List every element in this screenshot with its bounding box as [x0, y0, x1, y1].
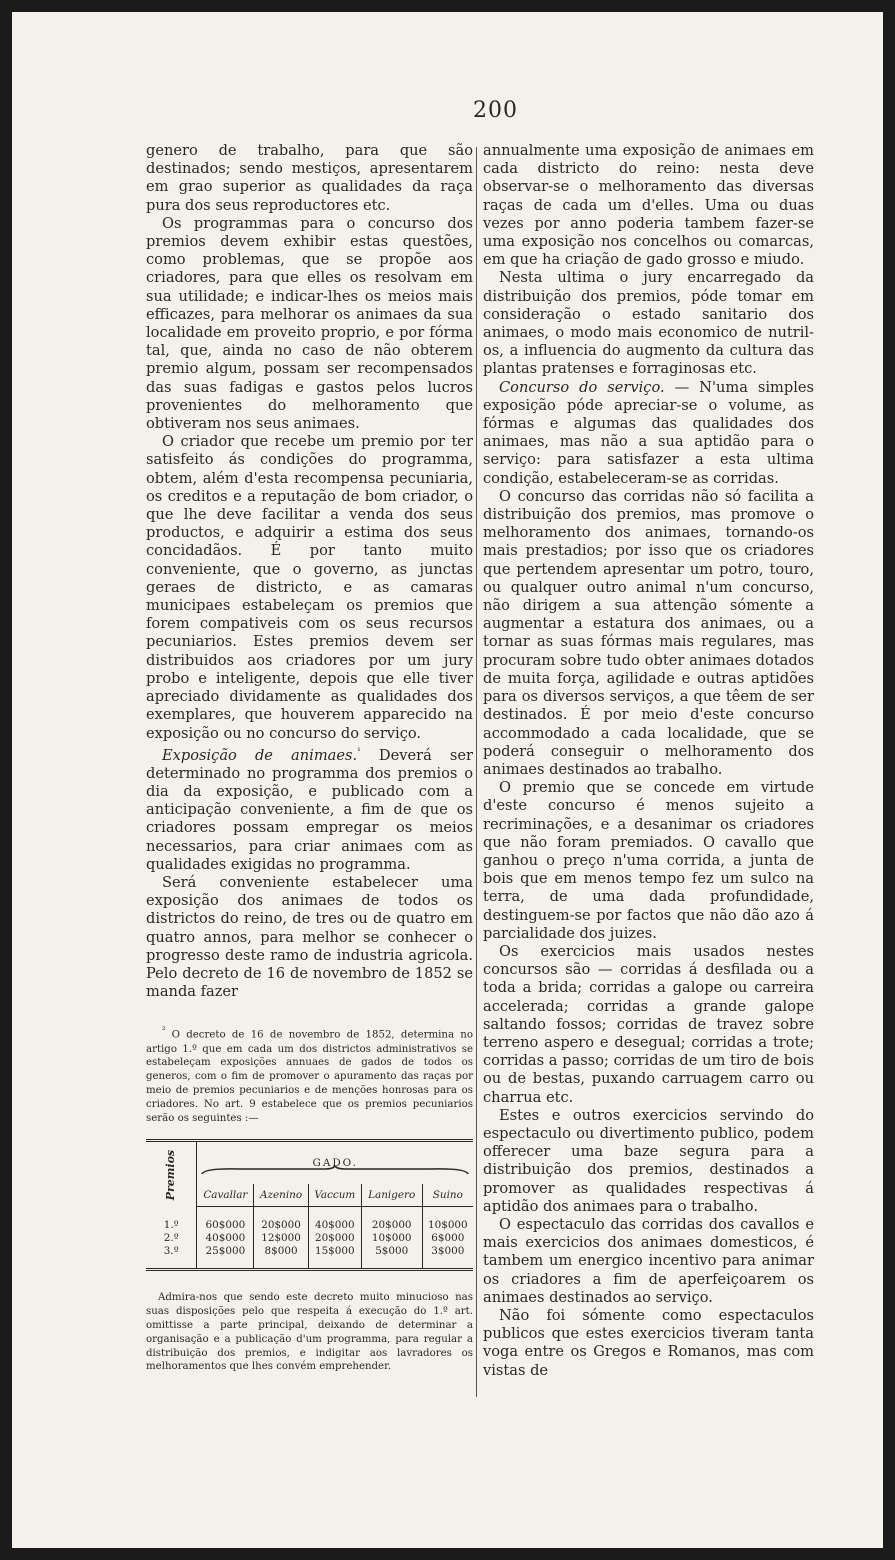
right-column: [483, 142, 814, 1380]
table-cell: 10$000: [361, 1232, 422, 1245]
table-cell: 3$000: [422, 1245, 473, 1268]
table-cell: 20$000: [361, 1207, 422, 1233]
paragraph-text: Deverá ser determinado no programma dos premios o dia da exposição, e publicado com a anticipação conveniente, a fim de que os criadores possam empregar os meios necessarios, para criar animaes com as qualidades exigidas no programma.: [146, 746, 474, 873]
section-heading-concurso: Concurso do serviço.: [499, 378, 665, 396]
column-header: Cavallar: [197, 1184, 254, 1207]
table-cell: 12$000: [254, 1232, 308, 1245]
table-cell: 20$000: [254, 1207, 308, 1233]
footnote-marker: ²: [162, 1026, 166, 1037]
table-row: [146, 1232, 473, 1245]
column-divider: [476, 147, 477, 1397]
paragraph-exposicao: [146, 743, 473, 874]
table-cell: 25$000: [197, 1245, 254, 1268]
table-cell: 10$000: [422, 1207, 473, 1233]
paragraph: Os exercicios mais usados nestes concursos são — corridas á desfilada ou a toda a brida; corridas a galope ou carreira accelerada; corridas a grande galope saltando fossos; corridas de travez sobre terreno aspero e desegual; corridas a trote; corridas a passo; corridas de um tiro de bois ou de bestas, puxando carruagem carro ou charrua etc.: [483, 942, 814, 1106]
group-header-gado: [197, 1142, 473, 1184]
paragraph: genero de trabalho, para que são destinados; sendo mestiços, apresentarem em grao superior as qualidades da raça pura dos seus reproductores etc.: [146, 142, 473, 214]
table-cell: 20$000: [308, 1232, 361, 1245]
row-header-cell: [146, 1142, 197, 1207]
table-cell: 40$000: [197, 1232, 254, 1245]
table-cell: 40$000: [308, 1207, 361, 1233]
table-cell: 5$000: [361, 1245, 422, 1268]
footnote-continuation: Admira-nos que sendo este decreto muito minucioso nas suas disposições pelo que respeita á execução do 1.º art. omittisse a parte principal, deixando de determinar a organisação e a publicação d'um programma, para regular a distribuição dos premios, e indigitar aos lavradores os melhoramentos que lhes convém emprehender.: [146, 1292, 473, 1373]
column-header: Vaccum: [308, 1184, 361, 1207]
group-header-label: GADO.: [312, 1157, 358, 1170]
paragraph: O espectaculo das corridas dos cavallos e mais exercicios dos animaes domesticos, é tambem um energico incentivo para animar os criadores a fim de aperfeiçoarem os animaes destinados ao serviço.: [483, 1215, 814, 1306]
column-header: Suino: [422, 1184, 473, 1207]
table-row: [146, 1207, 473, 1233]
paragraph: O criador que recebe um premio por ter satisfeito ás condições do programma, obtem, além d'esta recompensa pecuniaria, os creditos e a reputação de bom criador, o que lhe deve facilitar a venda dos seus productos, e adquirir a estima dos seus concidadãos. É por tanto muito conveniente, que o governo, as junctas geraes de districto, e as camaras municipaes estabeleçam os premios que forem compativeis com os seus recursos pecuniarios. Estes premios devem ser distribuidos aos criadores por um jury probo e inteligente, depois que elle tiver apreciado dividamente as qualidades dos exemplares, que houverem apparecido na exposição ou no concurso do serviço.: [146, 433, 473, 742]
footnote: [146, 1025, 473, 1125]
column-header: Azenino: [254, 1184, 308, 1207]
column-header: Lanigero: [361, 1184, 422, 1207]
table-cell: 60$000: [197, 1207, 254, 1233]
premios-table: [146, 1139, 473, 1271]
paragraph: Não foi sómente como espectaculos publicos que estes exercicios tiveram tanta voga entre os Gregos e Romanos, mas com vistas de: [483, 1307, 814, 1379]
row-header-premios: Premios: [164, 1149, 178, 1200]
table-cell: 8$000: [254, 1245, 308, 1268]
table-cell: 6$000: [422, 1232, 473, 1245]
paragraph: Os programmas para o concurso dos premios devem exhibir estas questões, como problemas, que se propõe aos criadores, para que elles os resolvam em sua utilidade; e indicar-lhes os meios mais efficazes, para melhorar os animaes da sua localidade em proveito proprio, e por fórma tal, que, ainda no caso de não obterem premio algum, possam ser recompensados das suas fadigas e gastos pelos lucros provenientes do melhoramento que obtiveram nos seus animaes.: [146, 214, 473, 433]
row-label: 2.º: [146, 1232, 197, 1245]
paragraph: O concurso das corridas não só facilita a distribuição dos premios, mas promove o melhoramento dos animaes, tornando-os mais prestadios; por isso que os criadores que pertendem apresentar um potro, touro, ou qualquer outro animal n'um concurso, não dirigem a sua attenção sómente a augmentar a estatura dos animaes, ou a tornar as suas fórmas mais regulares, mas procuram sobre tudo obter animaes dotados de muita força, agilidade e outras aptidões para os diversos serviços, a que têem de ser destinados. É por meio d'este concurso accommodado a cada localidade, que se poderá conseguir o melhoramento dos animaes destinados ao trabalho.: [483, 487, 814, 778]
footnote-text: O decreto de 16 de novembro de 1852, determina no artigo 1.º que em cada um dos districtos administrativos se estabeleçam exposições annuaes de gados de todos os generos, com o fim de promover o apuramento das raças por meio de premios pecuniarios e de menções honrosas para os criadores. No art. 9 estabelece que os premios pecuniarios serão os seguintes :—: [146, 1029, 473, 1124]
left-column: [146, 142, 473, 1374]
footnote-ref: ¹: [357, 746, 361, 757]
paragraph: Será conveniente estabelecer uma exposição dos animaes de todos os districtos do reino, de tres ou de quatro em quatro annos, para melhor se conhecer o progresso deste ramo de industria agricola. Pelo decreto de 16 de novembro de 1852 se manda fazer: [146, 873, 473, 1001]
section-heading-exposicao: Exposição de animaes.: [162, 746, 358, 764]
paragraph: annualmente uma exposição de animaes em cada districto do reino: nesta deve observar-se o melhoramento das diversas raças de cada um d'elles. Uma ou duas vezes por anno poderia tambem fazer-se uma exposição nos concelhos ou comarcas, em que ha criação de gado grosso e miudo.: [483, 142, 814, 269]
paragraph-text: — N'uma simples exposição póde apreciar-se o volume, as fórmas e algumas das qualidades dos animaes, mas não a sua aptidão para o serviço: para satisfazer a esta ultima condição, estabeleceram-se as corridas.: [483, 378, 814, 487]
paragraph: Nesta ultima o jury encarregado da distribuição dos premios, póde tomar em consideração o estado sanitario dos animaes, o modo mais economico de nutril-os, a influencia do augmento da cultura das plantas pratenses e forraginosas etc.: [483, 269, 814, 378]
page-number: 200: [473, 98, 518, 123]
paragraph: Estes e outros exercicios servindo do espectaculo ou divertimento publico, podem offerecer uma baze segura para a distribuição dos premios, destinados a promover as qualidades respectivas á aptidão dos animaes para o trabalho.: [483, 1106, 814, 1215]
row-label: 1.º: [146, 1207, 197, 1233]
row-label: 3.º: [146, 1245, 197, 1268]
page-sheet: [12, 12, 883, 1548]
table-cell: 15$000: [308, 1245, 361, 1268]
table-row: [146, 1245, 473, 1268]
paragraph-concurso: [483, 379, 814, 488]
paragraph: O premio que se concede em virtude d'este concurso é menos sujeito a recriminações, e a desanimar os criadores que não foram premiados. O cavallo que ganhou o preço n'uma corrida, a junta de bois que em menos tempo fez um sulco na terra, de uma dada profundidade, destinguem-se por factos que não dão azo á parcialidade dos juizes.: [483, 779, 814, 942]
